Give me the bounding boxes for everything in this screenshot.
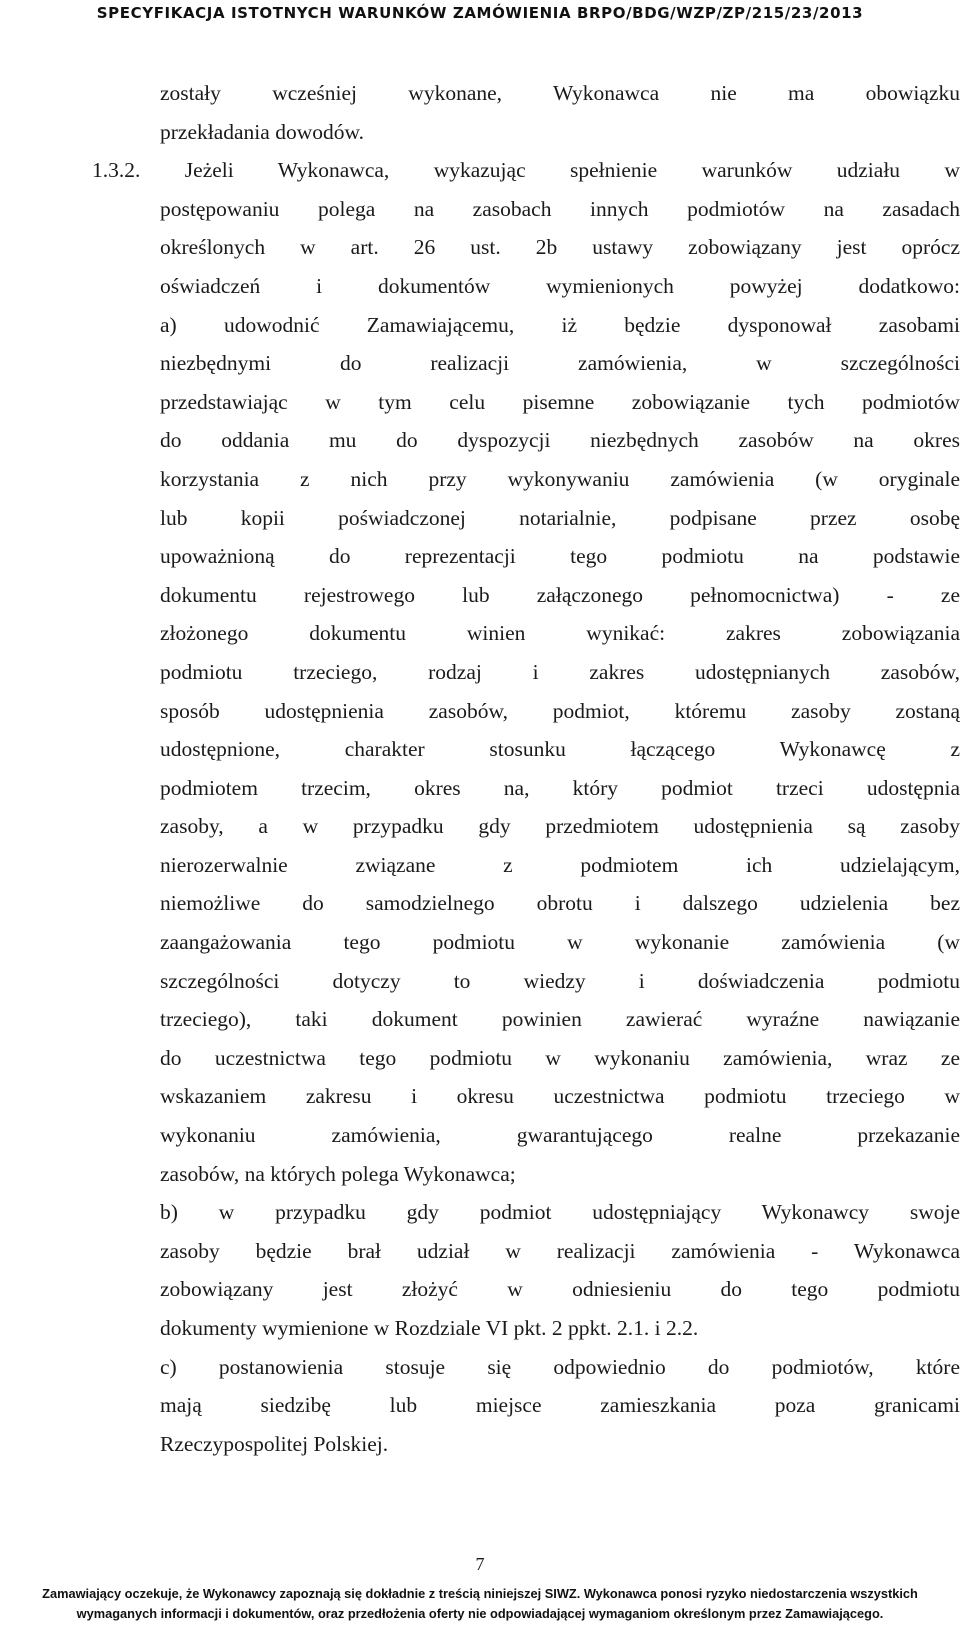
list-item-c: c) postanowienia stosuje się odpowiednio do podmiotów, które xyxy=(160,1354,960,1379)
body-line: Rzeczypospolitej Polskiej. xyxy=(160,1431,389,1456)
body-line: sposób udostępnienia zasobów, podmiot, któremu zasoby zostaną xyxy=(160,698,960,723)
body-line: niezbędnymi do realizacji zamówienia, w szczególności xyxy=(160,351,960,376)
body-line: zostały wcześniej wykonane, Wykonawca nie ma obowiązku xyxy=(160,81,960,105)
body-line: zasoby, a w przypadku gdy przedmiotem udostępnienia są zasoby xyxy=(160,814,960,839)
document-header: SPECYFIKACJA ISTOTNYCH WARUNKÓW ZAMÓWIENIA BRPO/BDG/WZP/ZP/215/23/2013 xyxy=(96,4,864,22)
body-line: lub kopii poświadczonej notarialnie, podpisane przez osobę xyxy=(160,505,960,530)
body-line: mają siedzibę lub miejsce zamieszkania poza granicami xyxy=(160,1393,960,1418)
body-line: trzeciego), taki dokument powinien zawierać wyraźne nawiązanie xyxy=(160,1007,960,1032)
body-line: podmiotu trzeciego, rodzaj i zakres udostępnianych zasobów, xyxy=(160,659,960,684)
body-line: oświadczeń i dokumentów wymienionych powyżej dodatkowo: xyxy=(160,273,960,298)
footer-line-1: Zamawiający oczekuje, że Wykonawcy zapoznają się dokładnie z treścią niniejszej SIWZ. Wykonawca ponosi ryzyko niedostarczenia wszystkich xyxy=(42,1586,918,1601)
body-line: przedstawiając w tym celu pisemne zobowiązanie tych podmiotów xyxy=(160,389,960,414)
list-item-b: b) w przypadku gdy podmiot udostępniający Wykonawcy swoje xyxy=(160,1200,960,1225)
body-line: zaangażowania tego podmiotu w wykonanie zamówienia (w xyxy=(160,930,960,955)
body-line: przekładania dowodów. xyxy=(160,119,364,144)
body-line: postępowaniu polega na zasobach innych podmiotów na zasadach xyxy=(160,196,960,221)
body-line: upoważnioną do reprezentacji tego podmiotu na podstawie xyxy=(160,544,960,569)
body-line: niemożliwe do samodzielnego obrotu i dalszego udzielenia bez xyxy=(160,891,960,916)
body-line: zasoby będzie brał udział w realizacji zamówienia - Wykonawca xyxy=(160,1238,960,1263)
footer-line-2: wymaganych informacji i dokumentów, oraz przedłożenia oferty nie odpowiadającej wymaganiom określonym przez Zamawiającego. xyxy=(76,1606,884,1621)
body-line: podmiotem trzecim, okres na, który podmiot trzeci udostępnia xyxy=(160,775,960,800)
body-line: szczególności dotyczy to wiedzy i doświadczenia podmiotu xyxy=(160,968,960,993)
body-line: złożonego dokumentu winien wynikać: zakres zobowiązania xyxy=(160,621,960,646)
list-item-a: a) udowodnić Zamawiającemu, iż będzie dysponował zasobami xyxy=(160,312,960,337)
body-line: nierozerwalnie związane z podmiotem ich udzielającym, xyxy=(160,852,960,877)
body-line: korzystania z nich przy wykonywaniu zamówienia (w oryginale xyxy=(160,466,960,491)
body-line: udostępnione, charakter stosunku łączącego Wykonawcę z xyxy=(160,737,960,762)
body-line: określonych w art. 26 ust. 2b ustawy zobowiązany jest oprócz xyxy=(160,235,960,260)
body-line: dokumenty wymienione w Rozdziale VI pkt. 2 ppkt. 2.1. i 2.2. xyxy=(160,1316,699,1340)
section-heading-1-3-2: 1.3.2. Jeżeli Wykonawca, wykazując spełnienie warunków udziału w xyxy=(92,158,960,183)
body-line: wskazaniem zakresu i okresu uczestnictwa podmiotu trzeciego w xyxy=(160,1084,960,1109)
body-line: do oddania mu do dyspozycji niezbędnych zasobów na okres xyxy=(160,428,960,453)
body-line: zobowiązany jest złożyć w odniesieniu do tego podmiotu xyxy=(160,1277,960,1302)
document-body xyxy=(92,74,960,1463)
body-line: do uczestnictwa tego podmiotu w wykonaniu zamówienia, wraz ze xyxy=(160,1045,960,1070)
document-footer xyxy=(0,1584,960,1624)
body-line: dokumentu rejestrowego lub załączonego pełnomocnictwa) - ze xyxy=(160,582,960,607)
page-number: 7 xyxy=(475,1554,485,1574)
body-line: wykonaniu zamówienia, gwarantującego realne przekazanie xyxy=(160,1123,960,1148)
body-line: zasobów, na których polega Wykonawca; xyxy=(160,1161,516,1186)
